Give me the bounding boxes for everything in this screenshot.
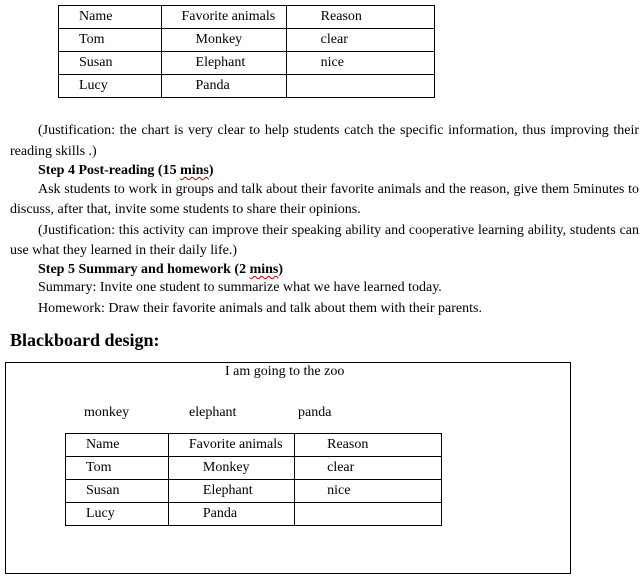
cell-reason: clear [286, 29, 434, 52]
cell-reason: nice [295, 480, 442, 503]
step-5-title-suffix: ) [278, 262, 284, 277]
table-row [66, 503, 442, 526]
table-row [66, 480, 442, 503]
header-name: Name [66, 434, 169, 457]
cell-animal [161, 52, 286, 75]
justification-1-line-2: reading skills .) [10, 144, 97, 159]
cell-name: Susan [59, 52, 162, 75]
step-5-summary: Summary: Invite one student to summarize what we have learned today. [38, 280, 442, 295]
blackboard-table [65, 433, 442, 526]
blackboard-title: I am going to the zoo [225, 364, 345, 379]
blackboard-heading: Blackboard design: [10, 330, 160, 350]
step-5-title [38, 260, 283, 280]
cell-name: Susan [66, 480, 169, 503]
table-row [59, 29, 435, 52]
table-header-row [66, 434, 442, 457]
step-4-line-1: Ask students to work in groups and talk about their favorite animals and the reason, give them 5minutes to [38, 182, 639, 197]
cell-animal [168, 457, 294, 480]
cell-animal-text: Panda [202, 506, 238, 521]
header-name: Name [59, 6, 162, 29]
cell-animal-text: Monkey [195, 32, 243, 47]
cell-reason [286, 75, 434, 98]
cell-animal-text: Elephant [202, 483, 253, 498]
blackboard-word-elephant: elephant [189, 405, 237, 420]
header-favorite-animals-label: Favorite animals [188, 437, 283, 452]
cell-name: Lucy [66, 503, 169, 526]
cell-name: Lucy [59, 75, 162, 98]
header-reason: Reason [295, 434, 442, 457]
blackboard-word-monkey: monkey [84, 405, 130, 420]
cell-name: Tom [66, 457, 169, 480]
cell-reason: nice [286, 52, 434, 75]
cell-animal-text: Elephant [195, 55, 246, 70]
table-row [66, 457, 442, 480]
cell-animal [161, 75, 286, 98]
cell-animal [168, 480, 294, 503]
animals-table [58, 5, 435, 98]
step-4-title [38, 161, 214, 181]
justification-1-line-1: (Justification: the chart is very clear to help students catch the specific information, thus improving their [38, 123, 639, 138]
step-4-title-prefix: Step 4 Post-reading (15 [38, 163, 181, 178]
step-5-title-unit: mins [249, 262, 279, 277]
cell-name: Tom [59, 29, 162, 52]
cell-animal-text: Panda [195, 78, 230, 93]
header-favorite-animals-label: Favorite animals [181, 9, 276, 24]
cell-reason [295, 503, 442, 526]
step-5-homework: Homework: Draw their favorite animals and talk about them with their parents. [38, 301, 482, 316]
header-favorite-animals [161, 6, 286, 29]
cell-animal [161, 29, 286, 52]
step-5-title-prefix: Step 5 Summary and homework (2 [38, 262, 250, 277]
step-4-title-suffix: ) [208, 163, 214, 178]
header-favorite-animals [168, 434, 294, 457]
table-row [59, 52, 435, 75]
table-row [59, 75, 435, 98]
cell-animal-text: Monkey [202, 460, 250, 475]
cell-reason: clear [295, 457, 442, 480]
header-reason: Reason [286, 6, 434, 29]
table-header-row [59, 6, 435, 29]
justification-2-line-1: (Justification: this activity can improve their speaking ability and cooperative learning ability, students can [38, 223, 639, 238]
blackboard-word-panda: panda [298, 405, 332, 420]
step-4-title-unit: mins [180, 163, 209, 178]
step-4-line-2: discuss, after that, invite some students to share their opinions. [10, 202, 361, 217]
justification-2-line-2: use what they learned in their daily life.) [10, 243, 238, 258]
cell-animal [168, 503, 294, 526]
